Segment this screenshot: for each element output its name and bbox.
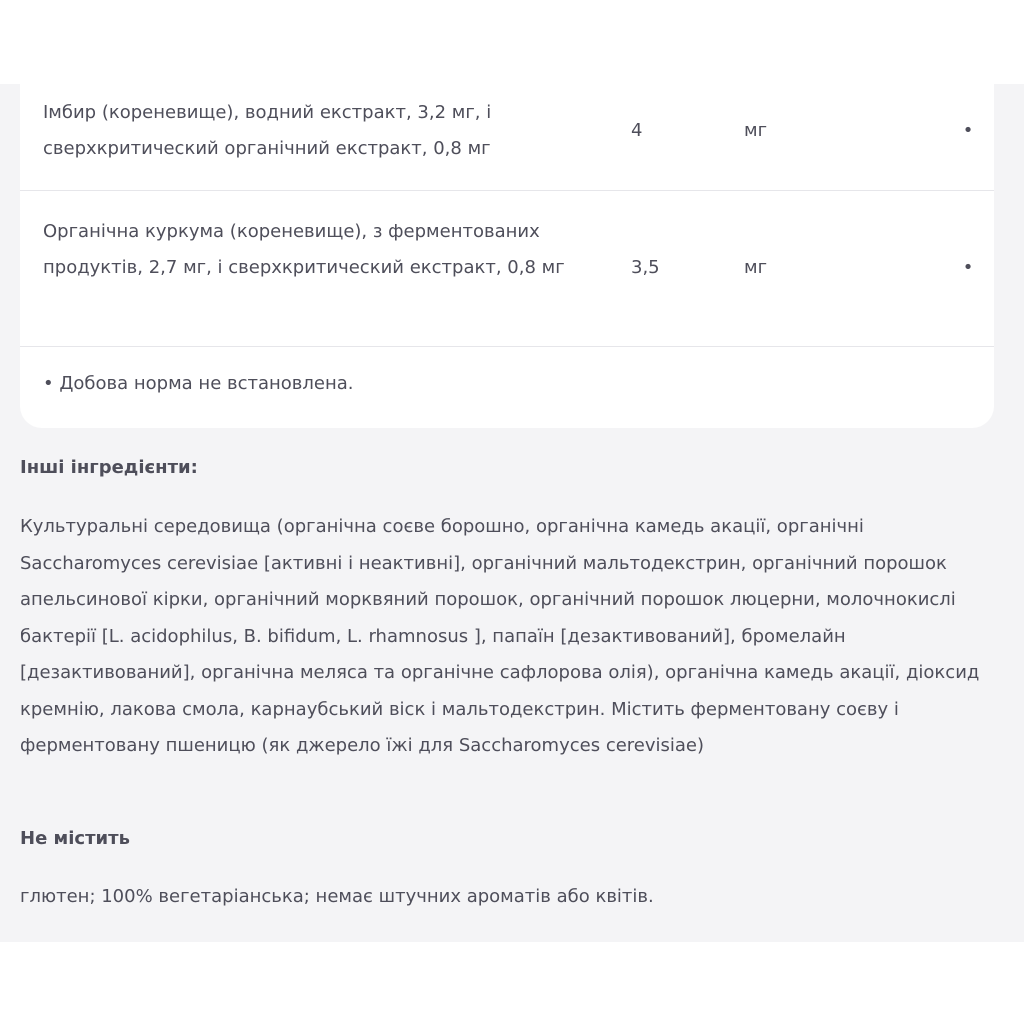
- free-from-heading: Не містить: [20, 828, 130, 849]
- ingredient-name: Органічна куркума (кореневище), з ферментованих продуктів, 2,7 мг, і сверхкритический екстракт, 0,8 мг: [43, 221, 565, 278]
- daily-value-mark: •: [962, 120, 974, 141]
- daily-value-mark: •: [962, 257, 974, 278]
- table-footnote: • Добова норма не встановлена.: [43, 373, 354, 394]
- other-ingredients-text: Культуральні середовища (органічна соєве борошно, органічна камедь акації, органічні Saccharomyces cerevisiae [активні і неактивні], органічний мальтодекстрин, органічний порошок апельсинової кірки, органічний морквяний порошок, органічний порошок люцерни, молочнокислі бактерії [L. acidophilus, B. bifidum, L. rhamnosus ], папаїн [дезактивований], бромелайн [дезактивований], органічна меляса та органічне сафлорова олія), органічна камедь акації, діоксид кремнію, лакова смола, карнаубський віск і мальтодекстрин. Містить ферментовану соєву і ферментовану пшеницю (як джерело їжі для Saccharomyces cerevisiae): [20, 516, 980, 756]
- ingredient-amount: 4: [631, 120, 643, 141]
- ingredient-unit: мг: [744, 257, 768, 278]
- table-row: [20, 191, 994, 347]
- other-ingredients-heading: Інші інгредієнти:: [20, 457, 198, 478]
- free-from-text: глютен; 100% вегетаріанська; немає штучних ароматів або квітів.: [20, 886, 654, 907]
- product-details-section: [0, 84, 1024, 942]
- ingredient-amount: 3,5: [631, 257, 660, 278]
- table-row: [20, 84, 994, 191]
- ingredient-name: Імбир (кореневище), водний екстракт, 3,2 мг, і сверхкритический органічний екстракт, 0,8 мг: [43, 102, 492, 159]
- ingredient-unit: мг: [744, 120, 768, 141]
- supplement-facts-table: [20, 84, 994, 428]
